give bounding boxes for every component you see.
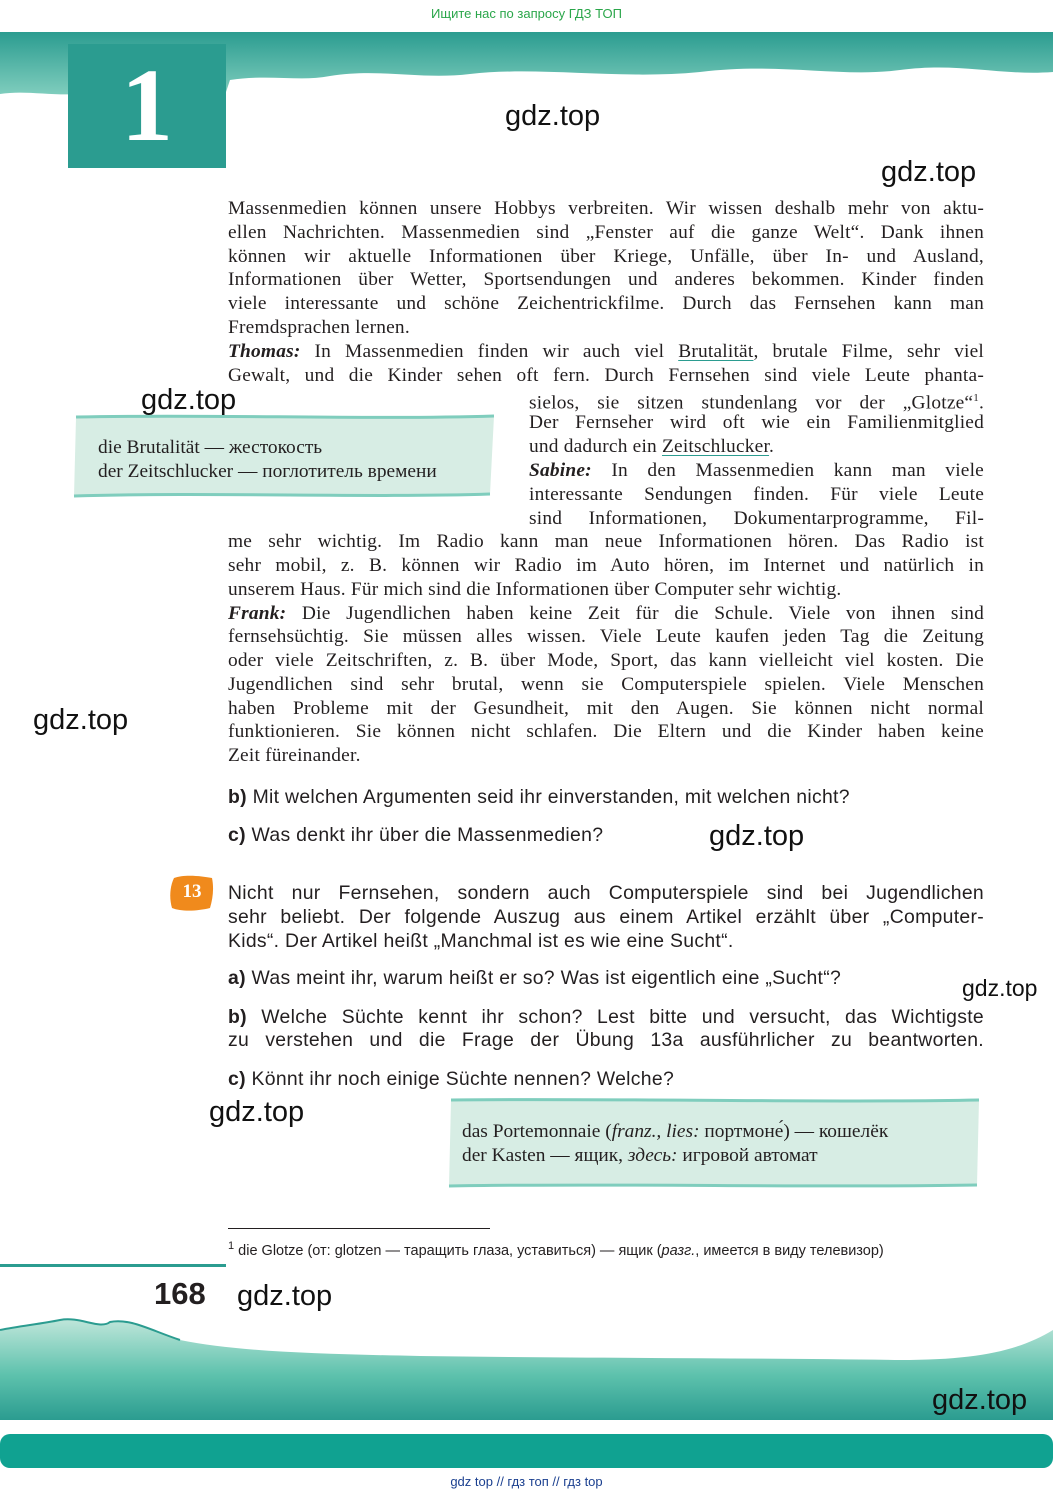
vocab-word-zeitschlucker: Zeitschlucker <box>661 436 770 457</box>
paragraph-line: interessante Sendungen finden. Für viele Leute <box>529 484 984 505</box>
paragraph-line: unserem Haus. Für mich sind die Informationen über Computer sehr wichtig. <box>228 579 842 600</box>
paragraph-line: sehr mobil, z. B. können wir Radio im Auto hören, im Internet und natürlich in <box>228 555 984 576</box>
watermark: gdz.top <box>505 100 601 132</box>
vocab-entry: die Brutalität — жестокость <box>98 437 323 458</box>
vocab-box-2 <box>462 1120 888 1168</box>
thomas-line: Thomas: In Massenmedien finden wir auch viel Brutalität, brutale Filme, sehr viel <box>228 341 984 362</box>
paragraph-line: oder viele Zeitschriften, z. B. über Mode, Sport, das kann vielleicht viel kosten. Die <box>228 650 984 671</box>
page-number: 168 <box>154 1276 206 1311</box>
watermark: gdz.top <box>881 156 977 188</box>
paragraph-line: Massenmedien können unsere Hobbys verbreiten. Wir wissen deshalb mehr von aktu- <box>228 198 984 219</box>
vocab-entry: das Portemonnaie (franz., lies: портмоне́) — кошелёк <box>462 1121 889 1142</box>
question-c: c) Was denkt ihr über die Massenmedien? <box>228 824 604 846</box>
paragraph-line: Informationen über Wetter, Sportsendungen und anderes bekommen. Kinder finden <box>228 269 984 290</box>
footnote-rule <box>228 1228 490 1229</box>
question-13b: b) Welche Süchte kennt ihr schon? Lest bitte und versucht, das Wichtigste <box>228 1006 984 1028</box>
question-13c: c) Könnt ihr noch einige Süchte nennen? Welche? <box>228 1068 675 1090</box>
question-13a: a) Was meint ihr, warum heißt er so? Was ist eigentlich eine „Sucht“? <box>228 967 842 989</box>
footnote: $^1$ die Glotze (от: glotzen — таращить глаза, уставиться) — ящик (разг., имеется в виду телевизор) <box>228 1240 884 1259</box>
exercise-intro: Nicht nur Fernsehen, sondern auch Computerspiele sind bei Jugendlichen <box>228 882 984 904</box>
paragraph-line: Jugendlichen sind sehr brutal, wenn sie Computerspiele spielen. Viele Menschen <box>228 674 984 695</box>
paragraph-line: viele interessante und schöne Zeichentrickfilme. Durch das Fernsehen kann man <box>228 293 984 314</box>
paragraph-line: Der Fernseher wird oft wie ein Familienmitglied <box>529 412 984 433</box>
speaker-frank: Frank: <box>228 603 287 624</box>
vocab-word-brutalitaet: Brutalität <box>678 341 754 362</box>
sabine-line: Sabine: In den Massenmedien kann man viele <box>529 460 984 481</box>
watermark: gdz.top <box>932 1384 1028 1416</box>
bottom-decor-band <box>0 1300 1053 1500</box>
speaker-sabine: Sabine: <box>529 460 592 481</box>
frank-line: Frank: Die Jugendlichen haben keine Zeit für die Schule. Viele von ihnen sind <box>228 603 984 624</box>
paragraph-line: fernsehsüchtig. Sie müssen alles wissen. Viele Leute kaufen jeden Tag die Zeitung <box>228 626 984 647</box>
exercise-number: 13 <box>182 881 202 902</box>
paragraph-line: sind Informationen, Dokumentarprogramme, Fil- <box>529 508 984 529</box>
paragraph-line: haben Probleme mit der Gesundheit, mit den Augen. Sie können nicht normal <box>228 698 984 719</box>
question-b: b) Mit welchen Argumenten seid ihr einverstanden, mit welchen nicht? <box>228 786 850 808</box>
paragraph-line: und dadurch ein Zeitschlucker. <box>529 436 775 457</box>
page-rule <box>0 1264 226 1267</box>
paragraph-line: funktionieren. Sie können nicht schlafen. Die Eltern und die Kinder haben keine <box>228 721 984 742</box>
paragraph-line: ellen Nachrichten. Massenmedien sind „Fenster auf die ganze Welt“. Dank ihnen <box>228 222 984 243</box>
paragraph-line: können wir aktuelle Informationen über Kriege, Unfälle, über In- und Ausland, <box>228 246 984 267</box>
question-13b-line2: zu verstehen und die Frage der Übung 13a ausführlicher zu beantworten. <box>228 1029 984 1051</box>
watermark: gdz.top <box>237 1280 333 1312</box>
speaker-thomas: Thomas: <box>228 341 301 362</box>
paragraph-line: Gewalt, und die Kinder sehen oft fern. Durch Fernsehen sind viele Leute phanta- <box>228 365 984 386</box>
exercise-intro: sehr beliebt. Der folgende Auszug aus einem Artikel erzählt über „Computer- <box>228 906 984 928</box>
top-banner[interactable]: Ищите нас по запросу ГДЗ ТОП <box>431 6 622 21</box>
exercise-intro: Kids“. Der Artikel heißt „Manchmal ist es wie eine Sucht“. <box>228 930 734 952</box>
bottom-banner[interactable]: gdz top // гдз топ // гдз top <box>450 1474 603 1489</box>
paragraph-line: sielos, sie sitzen stundenlang vor der „Glotze“$^1$. <box>529 392 984 414</box>
paragraph-line: Zeit füreinander. <box>228 745 361 766</box>
watermark: gdz.top <box>33 704 129 736</box>
vocab-entry: der Kasten — ящик, здесь: игровой автомат <box>462 1145 818 1166</box>
watermark: gdz.top <box>962 975 1038 1001</box>
chapter-number: 1 <box>121 48 173 163</box>
footnote-ref[interactable]: 1 <box>973 392 979 404</box>
paragraph-line: me sehr wichtig. Im Radio kann man neue Informationen hören. Das Radio ist <box>228 531 984 552</box>
vocab-entry: der Zeitschlucker — поглотитель времени <box>98 461 437 482</box>
watermark: gdz.top <box>209 1096 305 1128</box>
paragraph-line: Fremdsprachen lernen. <box>228 317 410 338</box>
vocab-box-1 <box>98 436 437 484</box>
watermark: gdz.top <box>141 384 237 416</box>
watermark: gdz.top <box>709 820 805 852</box>
